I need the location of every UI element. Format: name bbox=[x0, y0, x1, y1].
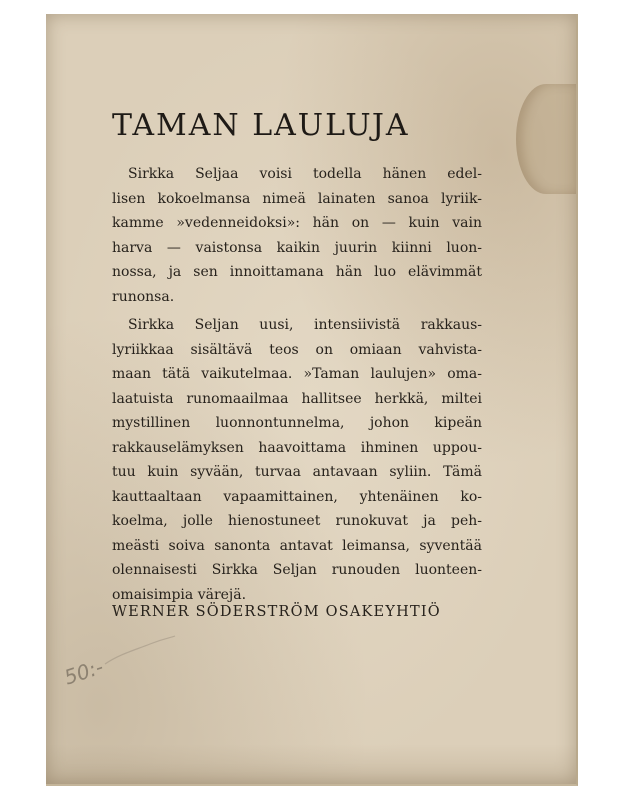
blurb-line: laatuista runomaailmaa hallitsee herkkä, miltei bbox=[112, 390, 482, 407]
edge-wear bbox=[46, 744, 576, 784]
blurb-line: runonsa. bbox=[112, 288, 175, 305]
pencil-scribble bbox=[100, 632, 180, 672]
price-pencil-mark: 50:- bbox=[61, 654, 107, 690]
blurb-line: nossa, ja sen innoittamana hän luo elävimmät bbox=[112, 264, 482, 280]
blurb-text bbox=[112, 162, 482, 607]
blurb-line: Sirkka Seljan uusi, intensiivistä rakkaus- bbox=[128, 317, 482, 333]
blurb-line: mystillinen luonnontunnelma, johon kipeän bbox=[112, 415, 482, 431]
blurb-line: koelma, jolle hienostuneet runokuvat ja peh- bbox=[112, 513, 482, 529]
blurb-paragraph bbox=[112, 162, 482, 309]
blurb-line: kamme »vedenneidoksi»: hän on — kuin vain bbox=[112, 215, 482, 231]
book-title: TAMAN LAULUJA bbox=[112, 108, 410, 143]
blurb-line: kauttaaltaan vapaamittainen, yhtenäinen ko- bbox=[112, 488, 482, 505]
publisher-name: WERNER SÖDERSTRÖM OSAKEYHTIÖ bbox=[112, 604, 441, 620]
blurb-line: meästi soiva sanonta antavat leimansa, syventää bbox=[112, 537, 482, 554]
blurb-line: tuu kuin syvään, turvaa antavaan syliin. Tämä bbox=[112, 464, 482, 480]
blurb-line: maan tätä vaikutelmaa. »Taman laulujen» oma- bbox=[112, 366, 482, 382]
blurb-line: rakkauselämyksen haavoittama ihminen uppou- bbox=[112, 439, 482, 456]
blurb-line: olennaisesti Sirkka Seljan runouden luonteen- bbox=[112, 562, 482, 578]
blurb-line: lyriikkaa sisältävä teos on omiaan vahvista- bbox=[112, 341, 482, 358]
blurb-line: omaisimpia värejä. bbox=[112, 586, 247, 603]
blurb-line: harva — vaistonsa kaikin juurin kiinni luon- bbox=[112, 239, 482, 256]
water-stain bbox=[516, 84, 576, 194]
blurb-line: Sirkka Seljaa voisi todella hänen edel- bbox=[128, 166, 482, 182]
blurb-line: lisen kokoelmansa nimeä lainaten sanoa lyriik- bbox=[112, 190, 482, 207]
blurb-paragraph bbox=[112, 313, 482, 607]
